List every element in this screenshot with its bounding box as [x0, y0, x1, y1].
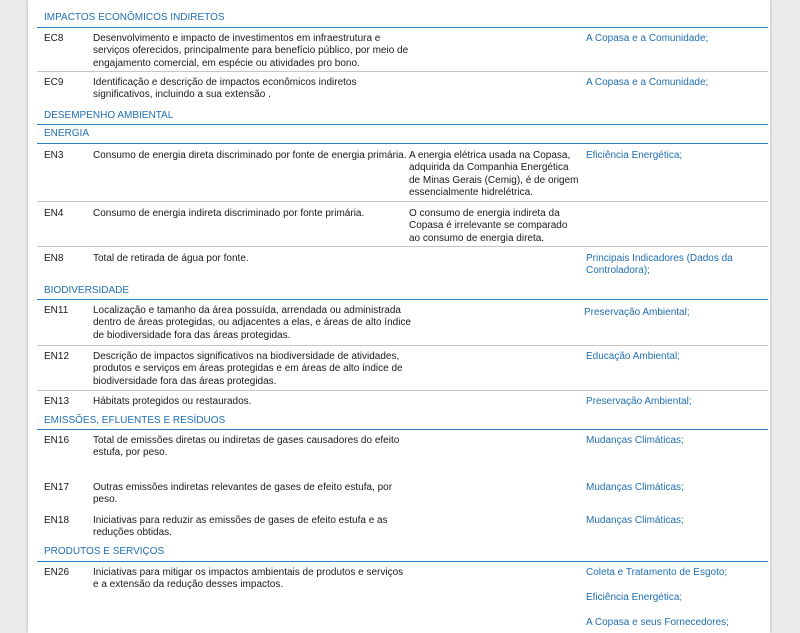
indicator-description: Iniciativas para mitigar os impactos ambientais de produtos e serviços e a extensão da redução desses impactos. [93, 567, 404, 591]
section-rule [37, 27, 768, 28]
document-page [28, 0, 770, 633]
subsection-heading: PRODUTOS E SERVIÇOS [44, 546, 165, 557]
indicator-description: Desenvolvimento e impacto de investimentos em infraestrutura e serviços oferecidos, principalmente para benefício público, por meio de engajamento comercial, em espécie ou atividades pro bono. [93, 33, 409, 69]
section-rule [37, 561, 768, 562]
indicator-code: EN18 [44, 515, 70, 526]
reference-link[interactable]: Coleta e Tratamento de Esgoto; [586, 567, 728, 578]
reference-link[interactable]: A Copasa e a Comunidade; [586, 33, 709, 44]
row-divider [37, 246, 768, 247]
indicator-description: Identificação e descrição de impactos econômicos indiretos significativos, incluindo a sua extensão . [93, 77, 357, 101]
row-divider [37, 201, 768, 202]
subsection-heading: ENERGIA [44, 128, 90, 139]
reference-link[interactable]: Mudanças Climáticas; [586, 515, 684, 526]
reference-link[interactable]: Principais Indicadores (Dados da Controladora); [586, 253, 733, 277]
indicator-description: Consumo de energia direta discriminado por fonte de energia primária. [93, 150, 407, 161]
indicator-code: EN17 [44, 482, 70, 493]
indicator-description: Descrição de impactos significativos na biodiversidade de atividades, produtos e serviços em áreas protegidas e em áreas de alto índice de biodiversidade fora das áreas protegidas. [93, 351, 403, 387]
section-rule [37, 299, 768, 300]
section-heading: IMPACTOS ECONÔMICOS INDIRETOS [44, 12, 225, 23]
indicator-description: Outras emissões indiretas relevantes de gases de efeito estufa, por peso. [93, 482, 393, 506]
row-divider [37, 345, 768, 346]
indicator-description: Total de emissões diretas ou indiretas de gases causadores do efeito estufa, por peso. [93, 435, 400, 459]
section-heading: DESEMPENHO AMBIENTAL [44, 110, 174, 121]
indicator-code: EN13 [44, 396, 70, 407]
row-divider [37, 71, 768, 72]
indicator-code: EN16 [44, 435, 70, 446]
indicator-code: EC8 [44, 33, 64, 44]
indicator-code: EC9 [44, 77, 64, 88]
subsection-heading: BIODIVERSIDADE [44, 285, 130, 296]
indicator-code: EN12 [44, 351, 70, 362]
reference-link[interactable]: A Copasa e a Comunidade; [586, 77, 709, 88]
reference-link[interactable]: Preservação Ambiental; [586, 396, 692, 407]
indicator-description: Consumo de energia indireta discriminado por fonte primária. [93, 208, 365, 219]
indicator-description: Localização e tamanho da área possuída, arrendada ou administrada dentro de áreas protegidas, ou adjacentes a elas, e áreas de alto índice de biodiversidade fora das áreas protegidas. [93, 305, 411, 341]
reference-link[interactable]: Preservação Ambiental; [584, 307, 690, 318]
reference-link[interactable]: Mudanças Climáticas; [586, 482, 684, 493]
section-rule [37, 429, 768, 430]
indicator-note: O consumo de energia indireta da Copasa é irrelevante se comparado ao consumo de energia direta. [409, 208, 568, 244]
indicator-code: EN26 [44, 567, 70, 578]
indicator-description: Iniciativas para reduzir as emissões de gases de efeito estufa e as reduções obtidas. [93, 515, 388, 539]
reference-link[interactable]: Eficiência Energética; [586, 150, 683, 161]
indicator-description: Total de retirada de água por fonte. [93, 253, 249, 264]
section-rule [37, 143, 768, 144]
reference-link[interactable]: Mudanças Climáticas; [586, 435, 684, 446]
row-divider [37, 390, 768, 391]
subsection-heading: EMISSÕES, EFLUENTES E RESÍDUOS [44, 415, 226, 426]
reference-link[interactable]: Eficiência Energética; [586, 592, 683, 603]
indicator-note: A energia elétrica usada na Copasa, adquirida da Companhia Energética de Minas Gerais (Cemig), é de origem essencialmente hidrelétrica. [409, 150, 579, 199]
indicator-code: EN8 [44, 253, 64, 264]
indicator-code: EN4 [44, 208, 64, 219]
reference-link[interactable]: A Copasa e seus Fornecedores; [586, 617, 729, 628]
indicator-code: EN3 [44, 150, 64, 161]
reference-link[interactable]: Educação Ambiental; [586, 351, 680, 362]
indicator-code: EN11 [44, 305, 69, 316]
section-rule [37, 124, 768, 125]
indicator-description: Hábitats protegidos ou restaurados. [93, 396, 252, 407]
